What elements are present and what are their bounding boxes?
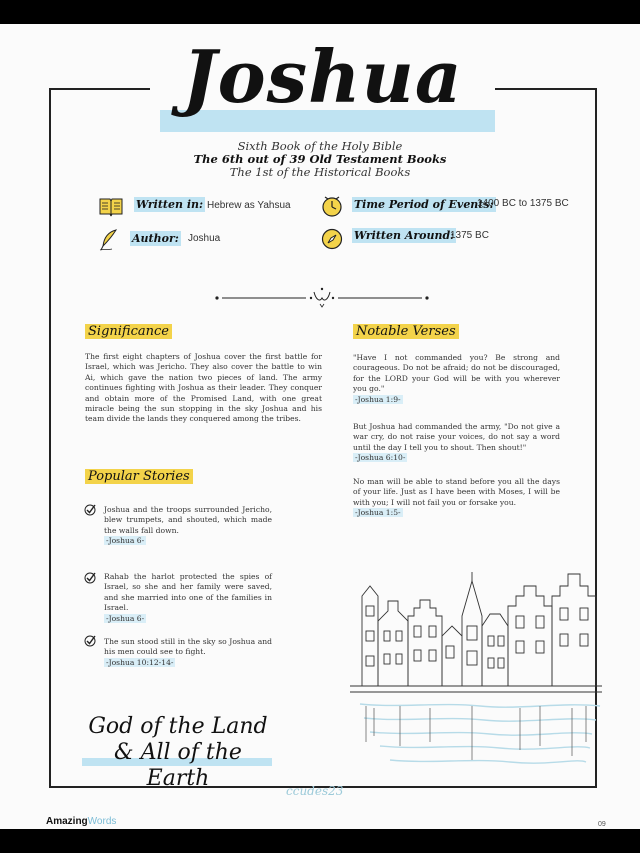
story-reference: -Joshua 6- bbox=[106, 536, 145, 546]
checkmark-icon bbox=[84, 504, 96, 516]
checkmark-icon bbox=[84, 572, 96, 584]
compass-icon bbox=[320, 227, 344, 251]
brand-logo bbox=[46, 816, 116, 827]
subtitle-line-3: The 1st of the Historical Books bbox=[229, 165, 411, 179]
book-icon bbox=[98, 196, 124, 218]
verse-text: No man will be able to stand before you all the days of your life. Just as I have been with Moses, I will be with you; I will not fail you or forsake you. bbox=[353, 477, 560, 507]
significance-heading: Significance bbox=[85, 324, 172, 339]
author-label: Author: bbox=[132, 232, 179, 245]
written-in-value: Hebrew as Yahsua bbox=[207, 200, 291, 211]
time-period-value: 1400 BC to 1375 BC bbox=[477, 198, 569, 209]
artist-signature: ccudes23 bbox=[286, 784, 344, 798]
story-reference: -Joshua 6- bbox=[106, 613, 145, 623]
significance-text: The first eight chapters of Joshua cover the first battle for Israel, which was Jericho. They also cover the battle to win Ai, which gave the nation two pieces of land. The army continues fighting with Joshua as their leader. They conquer and obtain more of the Promised Land, with one great miracle being the sun stopping in the sky Joshua and his team divide the lands they conquered among the tribes. bbox=[85, 352, 322, 424]
town-sketch-illustration bbox=[340, 546, 608, 796]
story-item bbox=[104, 505, 272, 547]
verse-reference: -Joshua 6:10- bbox=[355, 453, 406, 463]
ornament-divider bbox=[214, 286, 430, 308]
story-text: The sun stood still in the sky so Joshua and his men could see to fight. bbox=[104, 637, 272, 657]
story-text: Joshua and the troops surrounded Jericho, blew trumpets, and shouted, which made the walls fall down. bbox=[104, 505, 272, 535]
verse-reference: -Joshua 1:9- bbox=[355, 394, 401, 404]
verse-reference: -Joshua 1:5- bbox=[355, 508, 401, 518]
author-value: Joshua bbox=[188, 233, 221, 244]
clock-icon bbox=[320, 194, 344, 218]
verse-text: But Joshua had commanded the army, "Do not give a war cry, do not raise your voices, do not say a word until the day I tell you to shout. Then shout!" bbox=[353, 422, 560, 452]
verse-item bbox=[353, 422, 560, 464]
time-period-label: Time Period of Events: bbox=[354, 198, 494, 211]
closing-line-2: & All of the Earth bbox=[114, 740, 242, 791]
page-number: 09 bbox=[598, 821, 606, 828]
story-item bbox=[104, 572, 272, 624]
written-around-label: Written Around: bbox=[354, 229, 455, 242]
verse-text: "Have I not commanded you? Be strong and courageous. Do not be afraid; do not be discouraged, for the LORD your God will be with you wherever you go." bbox=[353, 353, 560, 394]
verse-item bbox=[353, 353, 560, 405]
written-in-label: Written in: bbox=[136, 198, 204, 211]
page-title: Joshua bbox=[182, 34, 463, 119]
closing-line-1: God of the Land bbox=[88, 714, 268, 739]
quill-icon bbox=[98, 228, 120, 252]
story-text: Rahab the harlot protected the spies of Israel, so she and her family were saved, and she married into one of the families in Israel. bbox=[104, 572, 272, 613]
verse-item bbox=[353, 477, 560, 519]
popular-stories-heading: Popular Stories bbox=[85, 469, 193, 484]
brand-bold: Amazing bbox=[46, 816, 88, 827]
written-around-value: 1375 BC bbox=[450, 230, 489, 241]
brand-light: Words bbox=[87, 816, 117, 827]
book-page bbox=[0, 24, 640, 829]
subtitle-line-1: Sixth Book of the Holy Bible bbox=[237, 139, 403, 153]
story-reference: -Joshua 10:12-14- bbox=[106, 657, 174, 667]
notable-verses-heading: Notable Verses bbox=[353, 324, 459, 339]
subtitle-line-2: The 6th out of 39 Old Testament Books bbox=[193, 152, 447, 166]
story-item bbox=[104, 637, 272, 668]
checkmark-icon bbox=[84, 635, 96, 647]
